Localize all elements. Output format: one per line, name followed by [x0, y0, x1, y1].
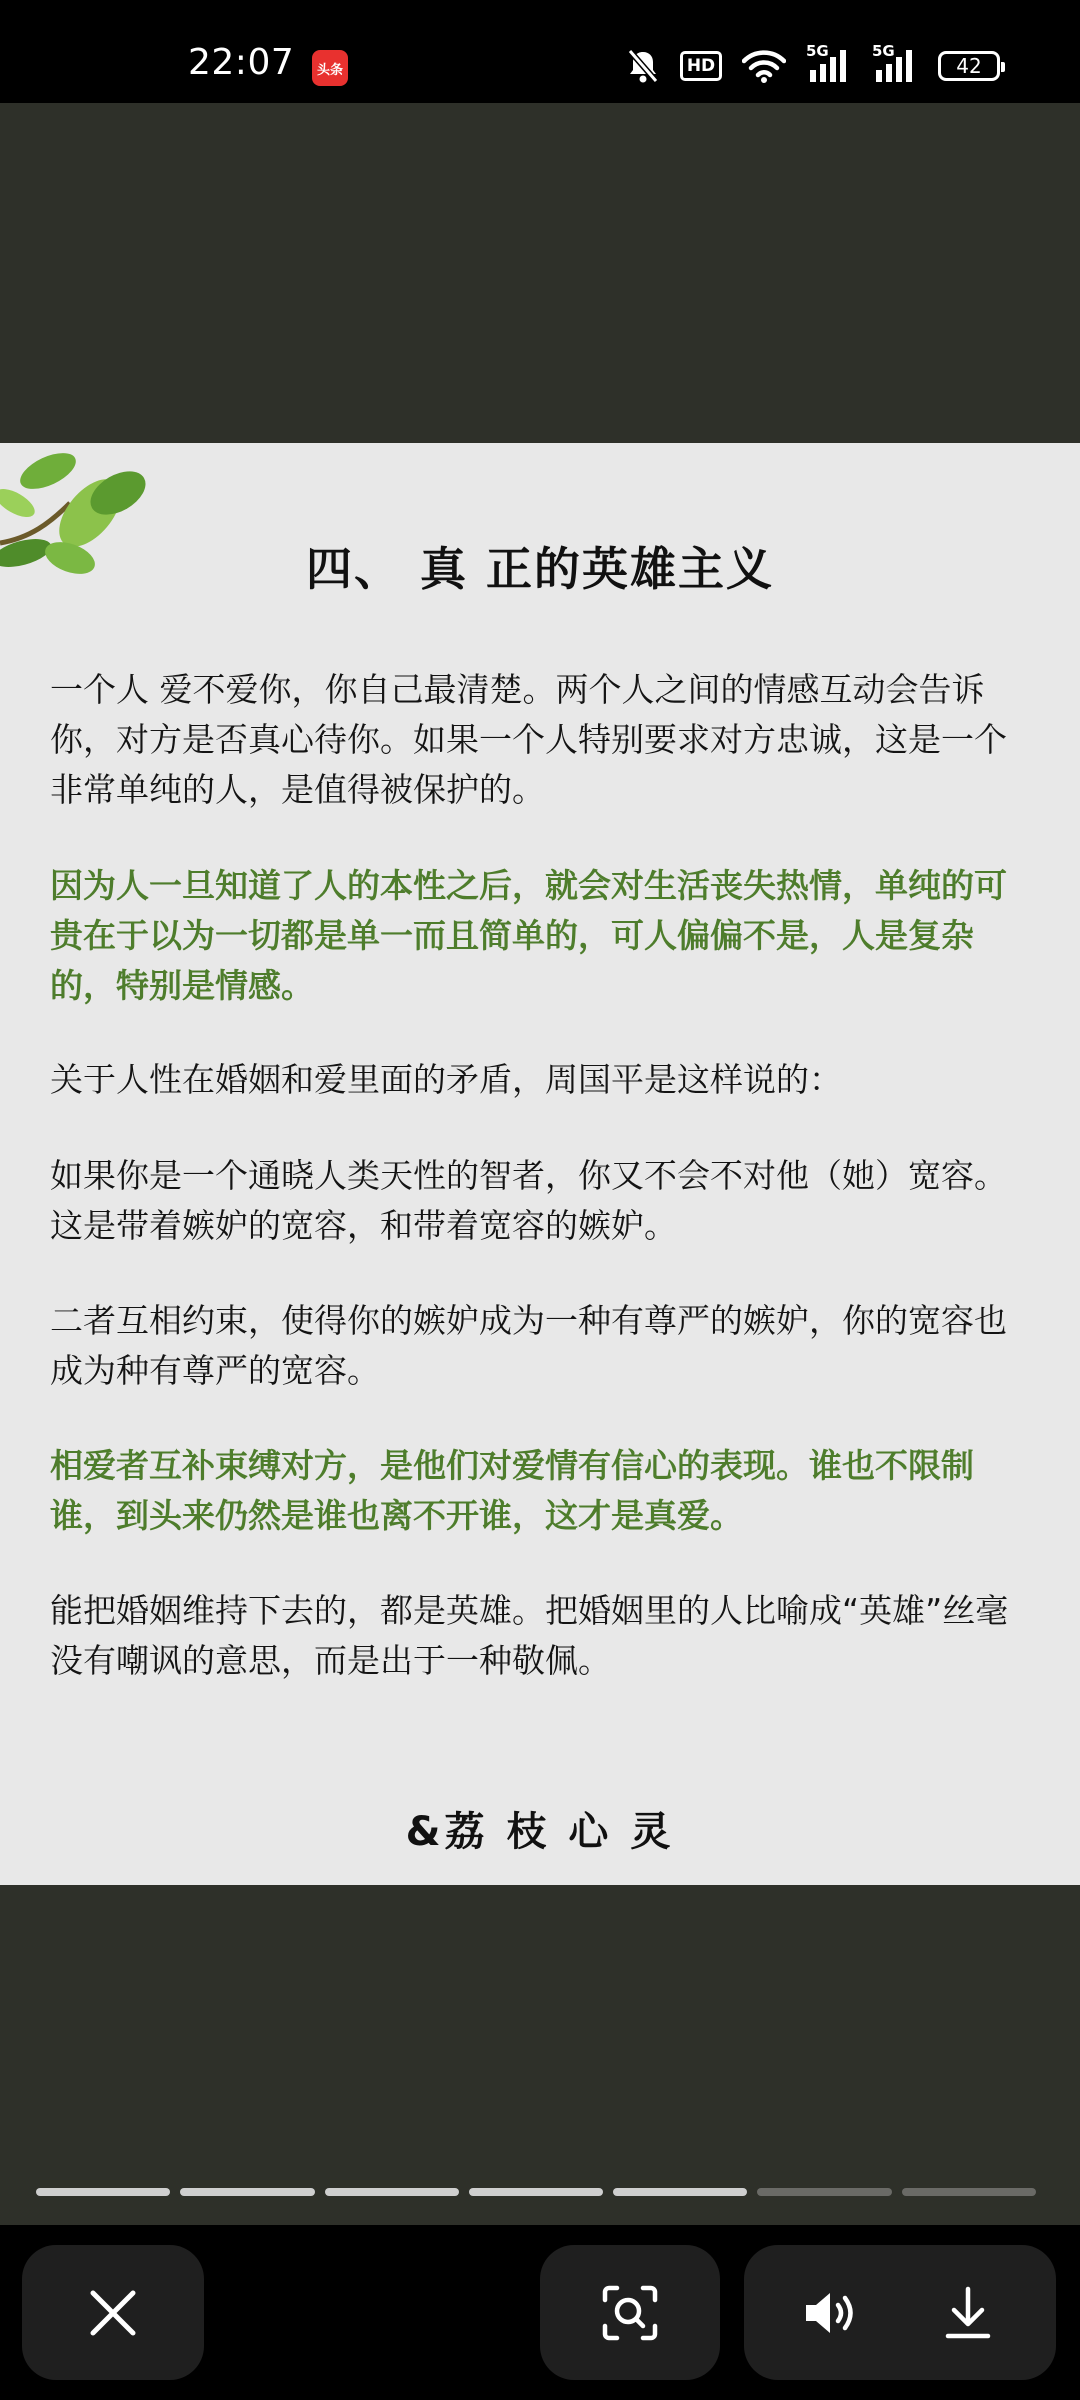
download-icon: [944, 2285, 992, 2341]
image-progress-indicator: [36, 2188, 1036, 2196]
progress-segment: [469, 2188, 603, 2196]
download-button[interactable]: [933, 2278, 1003, 2348]
battery-level: 42: [956, 54, 982, 78]
image-search-icon: [601, 2284, 659, 2342]
paragraph-3: 关于人性在婚姻和爱里面的矛盾，周国平是这样说的：: [50, 1060, 842, 1099]
volume-icon: [802, 2287, 862, 2339]
bell-off-icon: [626, 48, 660, 84]
article-image[interactable]: [0, 443, 1080, 1885]
paragraph-1: 一个人 爱不爱你，你自己最清楚。两个人之间的情感互动会告诉你，对方是否真心待你。如果一个人特别要求对方忠诚，这是一个非常单纯的人，是值得被保护的。: [50, 670, 1007, 809]
paragraph-7: 能把婚姻维持下去的，都是英雄。把婚姻里的人比喻成“英雄”丝毫没有嘲讽的意思，而是出于一种敬佩。: [50, 1591, 1009, 1680]
wifi-icon: [742, 49, 786, 83]
hd-voice-badge: HD: [680, 51, 722, 81]
cellular-signal-1: [806, 42, 852, 84]
audio-download-group: [744, 2245, 1056, 2380]
status-icons: [626, 44, 1000, 88]
battery-icon: [938, 51, 1000, 81]
close-icon: [88, 2288, 138, 2338]
progress-segment: [36, 2188, 170, 2196]
article-title: 四、 真 正的英雄主义: [305, 542, 775, 596]
cellular-signal-2: [872, 42, 918, 84]
paragraph-5: 二者互相约束，使得你的嫉妒成为一种有尊严的嫉妒，你的宽容也成为种有尊严的宽容。: [50, 1301, 1007, 1390]
paragraph-2-highlight: 因为人一旦知道了人的本性之后，就会对生活丧失热情，单纯的可贵在于以为一切都是单一而且简单的，可人偏偏不是，人是复杂的，特别是情感。: [50, 866, 1007, 1005]
network-type-1: 5G: [806, 42, 829, 60]
progress-segment: [325, 2188, 459, 2196]
volume-button[interactable]: [797, 2278, 867, 2348]
bottom-toolbar: [0, 2225, 1080, 2400]
article-signature: &荔 枝 心 灵: [405, 1809, 675, 1855]
image-search-button[interactable]: [540, 2245, 720, 2380]
status-time: 22:07: [188, 42, 295, 83]
paragraph-6-highlight: 相爱者互补束缚对方，是他们对爱情有信心的表现。谁也不限制谁，到头来仍然是谁也离不开谁，这才是真爱。: [50, 1446, 974, 1535]
paragraph-4: 如果你是一个通晓人类天性的智者，你又不会不对他（她）宽容。这是带着嫉妒的宽容，和带着宽容的嫉妒。: [50, 1156, 1007, 1245]
toutiao-app-icon: 头条: [312, 50, 348, 86]
network-type-2: 5G: [872, 42, 895, 60]
status-bar: [0, 0, 1080, 103]
close-button[interactable]: [22, 2245, 204, 2380]
progress-segment: [902, 2188, 1036, 2196]
progress-segment: [757, 2188, 891, 2196]
progress-segment: [613, 2188, 747, 2196]
progress-segment: [180, 2188, 314, 2196]
